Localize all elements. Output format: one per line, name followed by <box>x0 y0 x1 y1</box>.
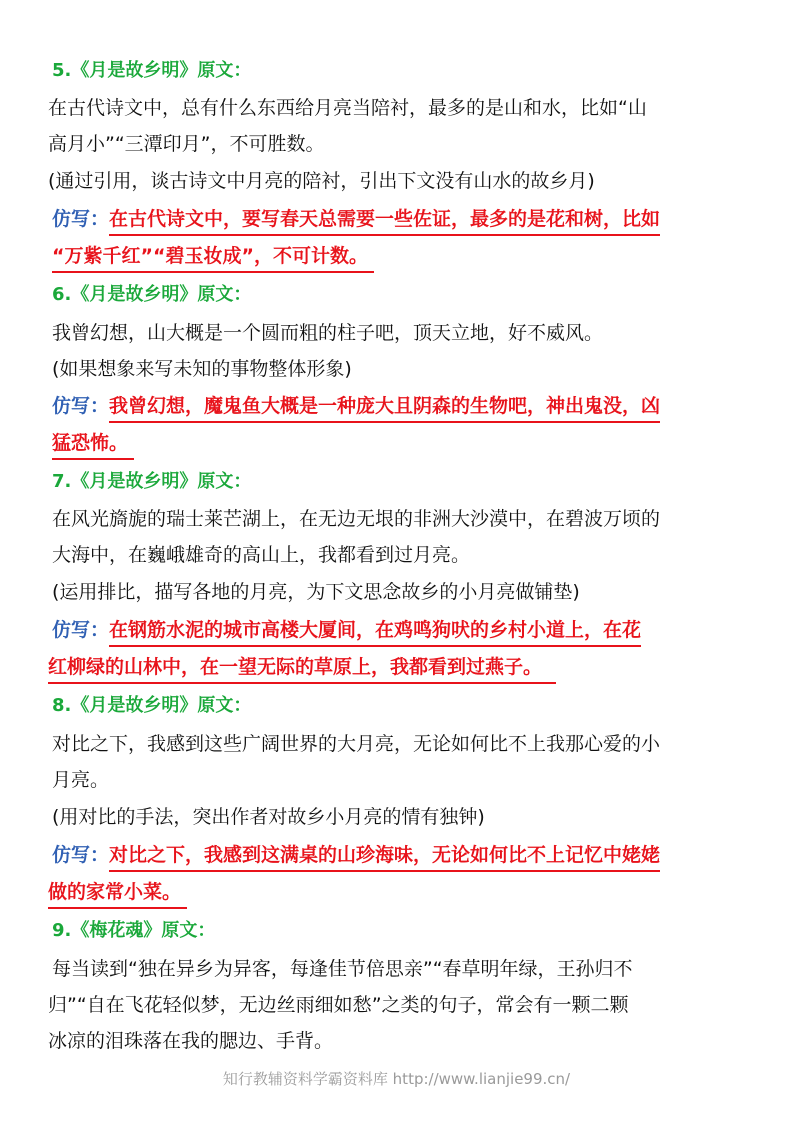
imitation-text: 红柳绿的山林中，在一望无际的草原上，我都看到过燕子。 <box>48 654 556 684</box>
imitation-text: “万紫千红”“碧玉妆成”，不可计数。 <box>52 243 374 273</box>
imitation-line <box>52 430 134 460</box>
section-heading: 7.《月是故乡明》原文： <box>52 471 252 492</box>
imitation-text: 对比之下，我感到这满桌的山珍海味，无论如何比不上记忆中姥姥 <box>109 842 660 872</box>
imitation-text: 做的家常小菜。 <box>48 879 187 909</box>
imitation-label: 仿写： <box>52 844 110 866</box>
imitation-text: 我曾幻想，魔鬼鱼大概是一种庞大且阴森的生物吧，神出鬼没，凶 <box>109 393 660 423</box>
imitation-line <box>52 206 660 236</box>
section-heading: 6.《月是故乡明》原文： <box>52 284 252 305</box>
imitation-line <box>48 654 556 684</box>
original-text-line: 归”“自在飞花轻似梦，无边丝雨细如愁”之类的句子，常会有一颗二颗 <box>48 994 629 1016</box>
imitation-line <box>48 879 187 909</box>
imitation-line <box>52 393 660 423</box>
section-heading: 5.《月是故乡明》原文： <box>52 60 252 81</box>
annotation-note: (运用排比，描写各地的月亮，为下文思念故乡的小月亮做铺垫) <box>52 581 580 603</box>
imitation-text: 在钢筋水泥的城市高楼大厦间，在鸡鸣狗吠的乡村小道上，在花 <box>109 617 641 647</box>
original-text-line: 大海中，在巍峨雄奇的高山上，我都看到过月亮。 <box>52 544 471 566</box>
imitation-label: 仿写： <box>52 619 110 641</box>
original-text-line: 我曾幻想，山大概是一个圆而粗的柱子吧，顶天立地，好不威风。 <box>52 322 604 344</box>
original-text-line: 在古代诗文中，总有什么东西给月亮当陪衬，最多的是山和水，比如“山 <box>48 97 647 119</box>
imitation-line <box>52 842 660 872</box>
imitation-line <box>52 243 374 273</box>
original-text-line: 对比之下，我感到这些广阔世界的大月亮，无论如何比不上我那心爱的小 <box>52 733 661 755</box>
annotation-note: (用对比的手法，突出作者对故乡小月亮的情有独钟) <box>52 806 485 828</box>
original-text-line: 高月小”“三潭印月”，不可胜数。 <box>48 133 325 155</box>
section-heading: 9.《梅花魂》原文： <box>52 920 216 941</box>
annotation-note: (通过引用，谈古诗文中月亮的陪衬，引出下文没有山水的故乡月) <box>48 170 595 192</box>
original-text-line: 每当读到“独在异乡为异客，每逢佳节倍思亲”“春草明年绿，王孙归不 <box>52 958 633 980</box>
imitation-text: 猛恐怖。 <box>52 430 134 460</box>
imitation-label: 仿写： <box>52 208 110 230</box>
imitation-text: 在古代诗文中，要写春天总需要一些佐证，最多的是花和树，比如 <box>109 206 660 236</box>
annotation-note: (如果想象来写未知的事物整体形象) <box>52 358 352 380</box>
original-text-line: 冰凉的泪珠落在我的腮边、手背。 <box>48 1030 334 1052</box>
original-text-line: 月亮。 <box>52 769 110 791</box>
imitation-label: 仿写： <box>52 395 110 417</box>
imitation-line <box>52 617 641 647</box>
footer-watermark: 知行教辅资料学霸资料库 http://www.lianjie99.cn/ <box>222 1070 571 1088</box>
original-text-line: 在风光旖旎的瑞士莱芒湖上，在无边无垠的非洲大沙漠中，在碧波万顷的 <box>52 508 661 530</box>
section-heading: 8.《月是故乡明》原文： <box>52 695 252 716</box>
